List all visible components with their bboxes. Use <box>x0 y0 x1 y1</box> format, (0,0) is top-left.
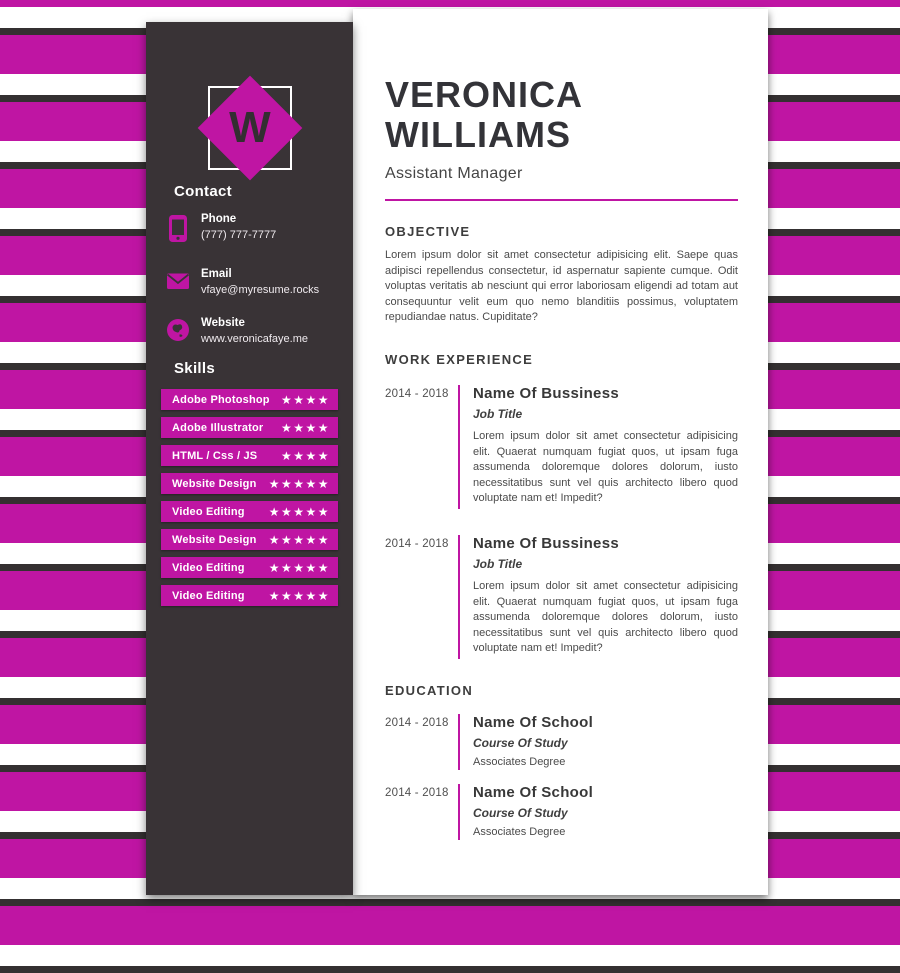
contact-text <box>201 267 319 298</box>
skill-bar <box>161 529 338 550</box>
contact-heading: Contact <box>174 183 232 200</box>
education-entry-details <box>458 714 738 770</box>
skill-bar <box>161 445 338 466</box>
education-entry-degree: Associates Degree <box>473 755 566 768</box>
skills-heading: Skills <box>174 360 215 377</box>
person-name-line1: VERONICA <box>385 74 584 115</box>
objective-heading: OBJECTIVE <box>385 224 471 239</box>
main-content-panel <box>353 9 768 895</box>
education-entry-dates: 2014 - 2018 <box>385 786 449 799</box>
education-entry-dates: 2014 - 2018 <box>385 716 449 729</box>
logo-initial: W <box>228 103 271 152</box>
contact-item-phone <box>166 212 341 249</box>
skill-star-rating: ★★★★★ <box>268 504 330 519</box>
work-entry-details <box>458 385 738 509</box>
skill-bar <box>161 473 338 494</box>
person-name-line2: WILLIAMS <box>385 114 571 155</box>
education-entry <box>385 784 738 840</box>
education-entry-school: Name Of School <box>473 783 594 801</box>
work-entry-company: Name Of Bussiness <box>473 384 619 402</box>
person-job-title: Assistant Manager <box>385 165 523 182</box>
education-entry <box>385 714 738 770</box>
contact-text <box>201 316 308 347</box>
contact-value: www.veronicafaye.me <box>201 333 308 345</box>
contact-value: vfaye@myresume.rocks <box>201 284 320 296</box>
work-entry-description: Lorem ipsum dolor sit amet consectetur adipisicing elit. Quaerat numquam fugiat quos, ut ipsam fuga assumenda doloremque dolores dolorum, iusto necessitatibus sunt vel quis architecto libero quod voluptate nam et! Impedit? <box>473 579 738 655</box>
contact-list <box>166 212 341 365</box>
education-entry-degree: Associates Degree <box>473 825 566 838</box>
contact-label: Phone <box>201 213 237 225</box>
email-icon <box>166 269 190 298</box>
work-entry-details <box>458 535 738 659</box>
globe-icon <box>166 318 190 347</box>
contact-item-website <box>166 316 341 347</box>
education-entry-details <box>458 784 738 840</box>
skill-star-rating: ★★★★★ <box>268 560 330 575</box>
skill-bar <box>161 389 338 410</box>
contact-text <box>201 212 276 249</box>
skill-name: Video Editing <box>172 505 245 518</box>
work-entry-role: Job Title <box>473 406 523 421</box>
education-entry-course: Course Of Study <box>473 805 568 820</box>
work-entry-dates: 2014 - 2018 <box>385 387 449 400</box>
work-entry-dates: 2014 - 2018 <box>385 537 449 550</box>
skill-star-rating: ★★★★ <box>280 420 330 435</box>
education-entry-course: Course Of Study <box>473 735 568 750</box>
phone-icon <box>166 214 190 249</box>
skill-name: Website Design <box>172 533 257 546</box>
skill-name: Website Design <box>172 477 257 490</box>
work-experience-heading: WORK EXPERIENCE <box>385 351 534 367</box>
skill-bar <box>161 501 338 522</box>
work-entry-description: Lorem ipsum dolor sit amet consectetur adipisicing elit. Quaerat numquam fugiat quos, ut ipsam fuga assumenda doloremque dolores dolorum, iusto necessitatibus sunt vel quis architecto libero quod voluptate nam et! Impedit? <box>473 429 738 505</box>
skill-name: Video Editing <box>172 561 245 574</box>
sidebar <box>146 22 353 895</box>
contact-value: (777) 777-7777 <box>201 229 277 241</box>
person-name <box>385 75 738 155</box>
contact-label: Website <box>201 317 245 329</box>
work-entry <box>385 385 738 509</box>
contact-item-email <box>166 267 341 298</box>
education-heading: EDUCATION <box>385 682 474 698</box>
monogram-logo <box>146 64 353 184</box>
skill-name: Adobe Illustrator <box>172 421 264 434</box>
skills-list <box>161 389 338 613</box>
skill-name: Video Editing <box>172 589 245 602</box>
contact-label: Email <box>201 268 232 280</box>
skill-bar <box>161 557 338 578</box>
skill-bar <box>161 417 338 438</box>
objective-body: Lorem ipsum dolor sit amet consectetur adipisicing elit. Saepe quas adipisci repellendus consectetur, id aspernatur sapiente cumque. Odit voluptas veritatis ab nesciunt qui error laboriosam eligendi ad totam aut consequuntur velit eum quo nemo blanditiis possimus, voluptatem repudiandae natus. Cupiditate? <box>385 249 738 324</box>
work-entry <box>385 535 738 659</box>
skill-name: HTML / Css / JS <box>172 449 258 462</box>
skill-star-rating: ★★★★ <box>280 392 330 407</box>
skill-star-rating: ★★★★★ <box>268 476 330 491</box>
skill-name: Adobe Photoshop <box>172 393 270 406</box>
skill-bar <box>161 585 338 606</box>
skill-star-rating: ★★★★ <box>280 448 330 463</box>
skill-star-rating: ★★★★★ <box>268 532 330 547</box>
work-entry-role: Job Title <box>473 556 523 571</box>
skill-star-rating: ★★★★★ <box>268 588 330 603</box>
header-divider <box>385 199 738 201</box>
education-entry-school: Name Of School <box>473 713 594 731</box>
work-entry-company: Name Of Bussiness <box>473 534 619 552</box>
